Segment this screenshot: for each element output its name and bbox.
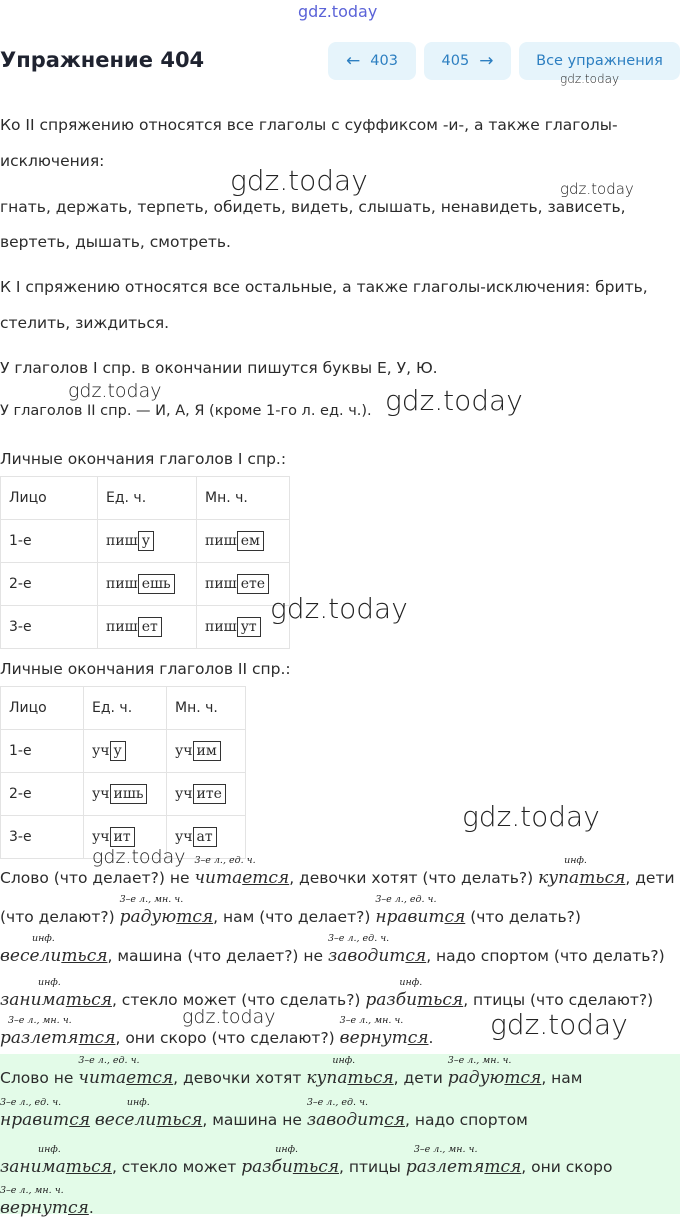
answer-text: . (88, 1199, 94, 1217)
ending-box: ете (237, 574, 269, 594)
verb-stem: занима (0, 1157, 66, 1177)
verb-annotation: 3–е л., мн. ч. (339, 1015, 404, 1026)
theory-text: К I спряжению относятся все остальные, а также глаголы-исключения: брить, (0, 278, 648, 296)
analysis-text: (что делают?) (0, 908, 115, 926)
ending-box: ешь (138, 574, 175, 594)
answer-text: , птицы (339, 1158, 401, 1176)
verb-suffix: ться (61, 946, 108, 966)
theory-text: Ко II спряжению относятся все глаголы с суффиксом -и-, а также глаголы- (0, 116, 618, 134)
ending-box: ет (138, 617, 162, 637)
answer-line (0, 1185, 94, 1218)
watermark: gdz.today (385, 384, 523, 417)
handwritten-verb (0, 1185, 89, 1218)
table-header-row (1, 687, 246, 730)
analysis-text: , девочки хотят (что делать?) (289, 869, 534, 887)
handwritten-verb (94, 1097, 203, 1130)
watermark: gdz.today (462, 800, 600, 833)
word-stem: пиш (205, 619, 237, 635)
analysis-text: , нам (что делает?) (213, 908, 371, 926)
answer-text: , они скоро (521, 1158, 613, 1176)
watermark: gdz.today (560, 72, 620, 86)
person-cell: 1-е (1, 730, 84, 773)
verb-stem: радую (119, 907, 177, 927)
answer-line (0, 1055, 583, 1088)
table-header: Мн. ч. (167, 687, 246, 730)
table-header: Ед. ч. (98, 477, 197, 520)
watermark: gdz.today (490, 1008, 628, 1041)
prev-exercise-label: 403 (370, 53, 398, 69)
ending-box: ат (193, 827, 217, 847)
handwritten-verb (328, 933, 427, 966)
verb-suffix: ться (292, 1157, 339, 1177)
answer-line (0, 1097, 528, 1130)
word-stem: пиш (106, 619, 138, 635)
verb-stem: заводит (328, 946, 406, 966)
verb-annotation: инф. (399, 977, 423, 988)
verb-annotation: 3–е л., ед. ч. (328, 933, 390, 944)
verb-stem: заводит (306, 1110, 385, 1130)
verb-suffix: ся (444, 907, 466, 927)
arrow-right-icon: → (479, 51, 494, 71)
verb-stem: вернут (0, 1198, 69, 1218)
verb-stem: разби (241, 1157, 293, 1177)
verb-suffix: ется (126, 1068, 174, 1088)
singular-cell (98, 606, 197, 649)
verb-annotation: 3–е л., мн. ч. (119, 894, 184, 905)
verb-stem: разби (365, 990, 418, 1010)
verb-stem: разлетя (405, 1157, 485, 1177)
singular-cell (98, 563, 197, 606)
verb-annotation: 3–е л., ед. ч. (375, 894, 437, 905)
verb-annotation: 3–е л., мн. ч. (8, 1015, 72, 1026)
person-cell: 2-е (1, 773, 84, 816)
person-cell: 1-е (1, 520, 98, 563)
answer-text: , дети (393, 1069, 443, 1087)
verb-stem: весели (0, 946, 62, 966)
handwritten-verb (119, 894, 214, 927)
ending-box: у (110, 741, 126, 761)
verb-annotation: 3–е л., ед. ч. (194, 855, 256, 866)
verb-annotation: инф. (38, 977, 61, 988)
table-row (1, 563, 290, 606)
answer-text: , машина не (202, 1111, 302, 1129)
handwritten-verb (0, 1015, 116, 1048)
word-stem: уч (175, 829, 193, 845)
verb-stem: весели (94, 1110, 157, 1130)
analysis-text: , машина (что делает?) не (107, 947, 324, 965)
ending-box: ишь (110, 784, 148, 804)
verb-stem: нравит (0, 1110, 70, 1130)
table-header-row (1, 477, 290, 520)
person-cell: 3-е (1, 606, 98, 649)
word-stem: уч (92, 743, 110, 759)
handwritten-verb (538, 855, 626, 888)
verb-suffix: ться (156, 1110, 203, 1130)
handwritten-verb (0, 1097, 90, 1130)
prev-exercise-button[interactable] (328, 42, 416, 80)
verb-annotation: 3–е л., ед. ч. (306, 1097, 369, 1108)
verb-stem: нравит (375, 907, 445, 927)
verb-stem: купа (538, 868, 580, 888)
verb-annotation: инф. (126, 1097, 150, 1108)
verb-suffix: ться (65, 1157, 112, 1177)
watermark: gdz.today (560, 180, 634, 198)
next-exercise-label: 405 (441, 53, 470, 69)
verb-stem: чита (194, 868, 243, 888)
conjugation-table-2 (0, 686, 246, 859)
site-logo[interactable]: gdz.today (298, 2, 378, 21)
handwritten-verb (405, 1144, 522, 1177)
verb-annotation: 3–е л., мн. ч. (413, 1144, 478, 1155)
ending-box: ут (237, 617, 261, 637)
watermark: gdz.today (92, 846, 186, 868)
verb-stem: чита (78, 1068, 127, 1088)
watermark: gdz.today (270, 592, 408, 625)
analysis-text: , птицы (что сделают?) (463, 991, 654, 1009)
verb-annotation: 3–е л., ед. ч. (0, 1097, 62, 1108)
verb-suffix: ться (579, 868, 626, 888)
ending-box: ит (110, 827, 135, 847)
answer-text: , нам (541, 1069, 583, 1087)
analysis-line (0, 977, 654, 1010)
table-header: Лицо (1, 477, 98, 520)
table-row (1, 520, 290, 563)
table-header: Лицо (1, 687, 84, 730)
handwritten-verb (0, 977, 112, 1010)
word-stem: уч (175, 786, 193, 802)
table1-caption: Личные окончания глаголов I спр.: (0, 450, 287, 468)
verb-annotation: инф. (38, 1144, 61, 1155)
verb-annotation: инф. (32, 933, 55, 944)
verb-suffix: ся (384, 1110, 406, 1130)
handwritten-verb (447, 1055, 542, 1088)
plural-cell (197, 520, 290, 563)
verb-suffix: ться (347, 1068, 394, 1088)
analysis-text: Слово (что делает?) не (0, 869, 190, 887)
ending-box: ите (193, 784, 226, 804)
handwritten-verb (241, 1144, 339, 1177)
verb-annotation: 3–е л., мн. ч. (447, 1055, 512, 1066)
verb-annotation: инф. (332, 1055, 356, 1066)
watermark: gdz.today (68, 380, 162, 402)
handwritten-verb (339, 1015, 429, 1048)
answer-text: , надо спортом (405, 1111, 528, 1129)
singular-cell (84, 773, 167, 816)
answer-text: , девочки хотят (173, 1069, 302, 1087)
plural-cell (167, 730, 246, 773)
verb-annotation: 3–е л., мн. ч. (0, 1185, 64, 1196)
verb-suffix: ся (69, 1110, 90, 1130)
verb-suffix: тся (484, 1157, 522, 1177)
ending-box: им (193, 741, 221, 761)
analysis-text: , стекло может (что сделать?) (111, 991, 361, 1009)
word-stem: уч (92, 829, 110, 845)
handwritten-verb (306, 1097, 406, 1130)
table-header: Ед. ч. (84, 687, 167, 730)
verb-suffix: тся (78, 1028, 116, 1048)
analysis-line (0, 933, 665, 966)
analysis-line (0, 894, 581, 927)
analysis-text: , они скоро (что сделают?) (115, 1029, 335, 1047)
person-cell: 2-е (1, 563, 98, 606)
table-row (1, 730, 246, 773)
theory-text: У глаголов I спр. в окончании пишутся буквы Е, У, Ю. (0, 359, 438, 377)
answer-line (0, 1144, 613, 1177)
word-stem: пиш (106, 533, 138, 549)
verb-suffix: ся (407, 1028, 429, 1048)
word-stem: пиш (205, 533, 237, 549)
table2-caption: Личные окончания глаголов II спр.: (0, 660, 291, 678)
word-stem: пиш (205, 576, 237, 592)
analysis-text: . (428, 1029, 434, 1047)
answer-text: Слово не (0, 1069, 74, 1087)
verb-suffix: тся (176, 907, 214, 927)
verb-suffix: ся (68, 1198, 89, 1218)
verb-annotation: 3–е л., ед. ч. (78, 1055, 140, 1066)
theory-text: гнать, держать, терпеть, обидеть, видеть, слышать, ненавидеть, зависеть, (0, 198, 626, 216)
word-stem: пиш (106, 576, 138, 592)
singular-cell (98, 520, 197, 563)
all-exercises-label: Все упражнения (536, 53, 663, 69)
table-row (1, 606, 290, 649)
handwritten-verb (365, 977, 464, 1010)
handwritten-verb (306, 1055, 394, 1088)
verb-suffix: ся (405, 946, 427, 966)
table-row (1, 773, 246, 816)
verb-suffix: ется (242, 868, 290, 888)
next-exercise-button[interactable] (424, 42, 511, 80)
verb-stem: занима (0, 990, 66, 1010)
verb-stem: купа (306, 1068, 348, 1088)
ending-box: у (138, 531, 154, 551)
answer-text: , стекло может (111, 1158, 237, 1176)
verb-annotation: инф. (275, 1144, 299, 1155)
analysis-text: , дети (625, 869, 675, 887)
verb-stem: вернут (339, 1028, 408, 1048)
word-stem: уч (175, 743, 193, 759)
ending-box: ем (237, 531, 264, 551)
handwritten-verb (375, 894, 466, 927)
handwritten-verb (0, 1144, 112, 1177)
verb-stem: радую (447, 1068, 505, 1088)
verb-stem: разлетя (0, 1028, 79, 1048)
theory-text: У глаголов II спр. — И, А, Я (кроме 1-го л. ед. ч.). (0, 403, 372, 419)
page-title: Упражнение 404 (0, 48, 205, 72)
verb-suffix: ться (65, 990, 112, 1010)
theory-text: исключения: (0, 152, 105, 170)
verb-annotation: инф. (564, 855, 587, 866)
watermark: gdz.today (182, 1006, 276, 1028)
singular-cell (84, 730, 167, 773)
theory-text: стелить, зиждиться. (0, 314, 170, 332)
word-stem: уч (92, 786, 110, 802)
theory-text: вертеть, дышать, смотреть. (0, 233, 231, 251)
verb-suffix: ться (417, 990, 464, 1010)
analysis-text: (что делать?) (470, 908, 581, 926)
watermark: gdz.today (230, 164, 368, 197)
handwritten-verb (78, 1055, 174, 1088)
handwritten-verb (0, 933, 108, 966)
table-header: Мн. ч. (197, 477, 290, 520)
conjugation-table-1 (0, 476, 290, 649)
handwritten-verb (194, 855, 290, 888)
verb-suffix: тся (504, 1068, 542, 1088)
arrow-left-icon: ← (346, 51, 361, 71)
analysis-text: , надо спортом (что делать?) (426, 947, 665, 965)
plural-cell (167, 773, 246, 816)
person-cell: 3-е (1, 816, 84, 859)
